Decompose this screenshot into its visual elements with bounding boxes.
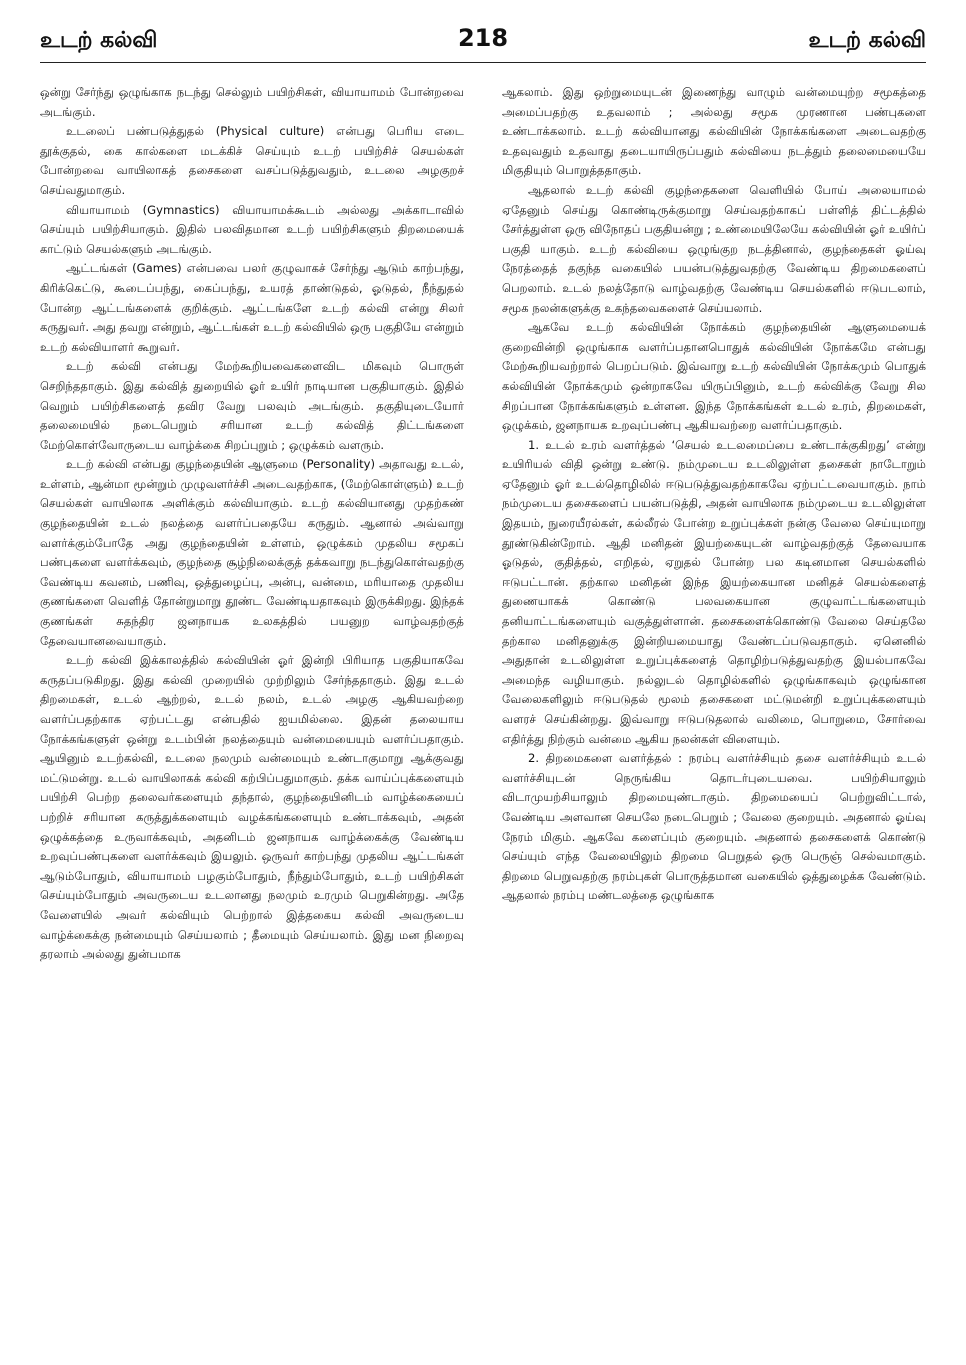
running-title-left: உடற் கல்வி [40,28,158,53]
right-column [502,83,926,965]
paragraph: வியாயாமம் (Gymnastics) வியாயாமக்கூடம் அல்லது அக்காடாவில் செய்யும் பயிற்சியாகும். இதில் பலவிதமான உடற் பயிற்சிகளும் திறமையைக் காட்டும் செயல்களும் அடங்கும். [40,202,464,256]
paragraph: ஆகவே உடற் கல்வியின் நோக்கம் குழந்தையின் ஆளுமையைக் குறைவின்றி ஒழுங்காக வளர்ப்பதானபொதுக் கல்வியின் நோக்கமே என்பது மேற்கூறியவற்றால் பெறப்படும். இவ்வாறு உடற் கல்வியின் நோக்கமும் பொதுக் கல்வியின் நோக்கமும் ஒன்றாகவே யிருப்பினும், உடற் கல்விக்கு வேறு சில சிறப்பான நோக்கங்களும் உள்ளன. இந்த நோக்கங்கள் உடல் உரம், திறமைகள், ஒழுக்கம், ஜனநாயக உறவுப்பண்பு ஆகியவற்றை வளர்ப்பதாகும். [502,320,926,433]
paragraph: உடற் கல்வி என்பது மேற்கூறியவைகளைவிட மிகவும் பொருள் செறிந்ததாகும். இது கல்வித் துறையில் ஓர் உயிர் நாடியான பகுதியாகும். இதில் வெறும் பயிற்சிகளைத் தவிர வேறு பலவும் அடங்கும். தகுதியுடையோர் தலைமையில் நடைபெறும் சரியான உடற் கல்வித் திட்டங்களை மேற்கொள்வோருடைய வாழ்க்கை சிறப்புறும் ; ஒழுக்கம் வளரும். [40,359,464,452]
paragraph: ஆதலால் உடற் கல்வி குழந்தைகளை வெளியில் போய் அலையாமல் ஏதேனும் செய்து கொண்டிருக்குமாறு செய்வதற்காகப் பள்ளித் திட்டத்தில் சேர்த்துள்ள ஒரு விநோதப் பகுதியன்று ; உண்மையிலேயே கல்வியின் ஓர் உயிர்ப் பகுதி யாகும். உடற் கல்வியை ஒழுங்குற நடத்தினால், குழந்தைகள் ஓய்வு நேரத்தைத் தகுந்த வகையில் பயன்படுத்துவதற்கு வேண்டிய திறமைகளைப் பெறலாம். உடல் நலத்தோடு வாழ்வதற்கு வேண்டிய செயல்களில் ஈடுபடலாம், சமூக நலன்களுக்கு உகந்தவைகளைச் செய்யலாம். [502,182,926,315]
page-header [40,22,926,63]
text-columns [40,83,926,965]
section-skills: 2. திறமைகளை வளர்த்தல் : நரம்பு வளர்ச்சியும் தசை வளர்ச்சியும் உடல் வளர்ச்சியுடன் நெருங்கிய தொடர்புடையவை. பயிற்சியாலும் விடாமுயற்சியாலும் திறமையுண்டாகும். திறமையைப் பெற்றுவிட்டால், வேண்டிய அளவான செயலே நடைபெறும் ; வேலை குறையும். அதனால் ஓய்வு நேரம் மிகும். ஆகவே களைப்பும் குறையும். அதனால் தசைகளைக் கொண்டு செய்யும் எந்த வேலையிலும் திறமை பெறுதல் ஒரு பெருஞ் செல்வமாகும். திறமை பெறுவதற்கு நரம்புகள் பொருத்தமான வகையில் ஒத்துழைக்க வேண்டும். ஆதலால் நரம்பு மண்டலத்தை ஒழுங்காக [502,751,926,903]
paragraph: ஆட்டங்கள் (Games) என்பவை பலர் குழுவாகச் சேர்ந்து ஆடும் காற்பந்து, கிரிக்கெட்டு, கூடைப்பந்து, கைப்பந்து, உயரத் தாண்டுதல், ஓடுதல், நீந்துதல் போன்ற ஆட்டங்களைக் குறிக்கும். ஆட்டங்களே உடற் கல்வி என்று சிலர் கருதுவர். அது தவறு என்றும், ஆட்டங்கள் உடற் கல்வியில் ஒரு பகுதியே என்றும் உடற் கல்வியாளர் கூறுவர். [40,261,464,354]
paragraph: ஆகலாம். இது ஒற்றுமையுடன் இணைந்து வாழும் வன்மையுற்ற சமூகத்தை அமைப்பதற்கு உதவலாம் ; அல்லது சமூக முரணான பண்புகளை உண்டாக்கலாம். உடற் கல்வியானது கல்வியின் நோக்கங்களை அடைவதற்கு உதவுவதும் உதவாது தடையாயிருப்பதும் கல்வியை நடத்தும் தலைமையையே மிகுதியும் பொறுத்ததாகும். [502,85,926,178]
page-number: 218 [457,24,509,52]
running-title-right: உடற் கல்வி [808,28,926,53]
paragraph: உடற் கல்வி என்பது குழந்தையின் ஆளுமை (Personality) அதாவது உடல், உள்ளம், ஆன்மா மூன்றும் முழுவளர்ச்சி அடைவதற்காக, (மேற்கொள்ளும்) உடற் செயல்கள் வாயிலாக அளிக்கும் கல்வியாகும். உடற் கல்வியானது முதற்கண் குழந்தையின் உடல் நலத்தை வளர்ப்பதையே கருதும். ஆனால் அவ்வாறு வளர்க்கும்போதே அது குழந்தையின் உள்ளம், ஒழுக்கம் முதலிய சமூகப் பண்புகளை வளர்க்கவும், குழந்தை சூழ்நிலைக்குத் தக்கவாறு நடந்துகொள்வதற்கு வேண்டிய கவனம், பணிவு, ஒத்துழைப்பு, அன்பு, வன்மை, மரியாதை முதலிய குணங்களை வெளித் தோன்றுமாறு தூண்ட வேண்டியதாகவும் இருக்கிறது. இந்தக் குணங்கள் சுதந்திர ஜனநாயக உலகத்தில் பயனுற வாழ்வதற்குத் தேவையானவையாகும். [40,457,464,648]
paragraph: உடலைப் பண்படுத்துதல் (Physical culture) என்பது பெரிய எடை தூக்குதல், கை கால்களை மடக்கிச் செய்யும் உடற் பயிற்சிச் செயல்கள் போன்றவை வாயிலாகத் தசைகளை வசப்படுத்துவதும், உடலை அழகுறச் செய்வதுமாகும். [40,124,464,197]
left-column [40,83,464,965]
paragraph: ஒன்று சேர்ந்து ஒழுங்காக நடந்து செல்லும் பயிற்சிகள், வியாயாமம் போன்றவை அடங்கும். [40,85,464,119]
section-physical-strength: 1. உடல் உரம் வளர்த்தல் ‘செயல் உடலமைப்பை உண்டாக்குகிறது’ என்று உயிரியல் விதி ஒன்று உண்டு. நம்முடைய உடலிலுள்ள தசைகள் நாடோறும் ஏதேனும் ஓர் உடல்தொழிலில் ஈடுபடுத்துவதற்காகவே ஏற்பட்டவையாகும். நாம் நம்முடைய தசைகளைப் பயன்படுத்தி, அதன் வாயிலாக நம்முடைய உடலிலுள்ள இதயம், நுரையீரல்கள், கல்லீரல் போன்ற உறுப்புக்கள் நன்கு வேலை செய்யுமாறு தூண்டுகின்றோம். ஆதி மனிதன் இயற்கையுடன் வாழ்வதற்குத் தேவையாக ஓடுதல், குதித்தல், எறிதல், ஏறுதல் போன்ற பல கடினமான செயல்களில் ஈடுபட்டான். தற்கால மனிதன் இந்த இயற்கையான மனிதச் செயல்களைத் துணையாகக் கொண்டு பலவகையான குழுவாட்டங்களையும் தனியாட்டங்களையும் வகுத்துள்ளான். தசைகளைக்கொண்டு வேலை செய்தலே தற்கால மனிதனுக்கு இன்றியமையாது வேண்டப்படுவதாகும். ஏனெனில் அதுதான் உடலிலுள்ள உறுப்புக்களைத் தொழிற்படுத்துவதற்கு இயல்பாகவே அமைந்த வழியாகும். நல்லுடல் தொழில்களில் ஒழுங்காகவும் ஒழுங்கான வேலைகளிலும் ஈடுபடுதல் மூலம் தசைகளை மட்டுமன்றி உறுப்புக்களையும் வளரச் செய்கின்றது. இவ்வாறு ஈடுபடுதலால் வலிமை, பொறுமை, சோர்வை எதிர்த்து நிற்கும் வன்மை ஆகிய நலன்கள் விளையும். [502,437,926,746]
paragraph: உடற் கல்வி இக்காலத்தில் கல்வியின் ஓர் இன்றி பிரியாத பகுதியாகவே கருதப்படுகிறது. இது கல்வி முறையில் முற்றிலும் சேர்ந்ததாகும். இது உடல் திறமைகள், உடல் ஆற்றல், உடல் நலம், உடல் அழகு ஆகியவற்றை வளர்ப்பதற்காக ஏற்பட்டது என்பதில் ஐயமில்லை. இதன் தலையாய நோக்கங்களுள் ஒன்று உடம்பின் நலத்தையும் வன்மையையும் வளர்ப்பதாகும். ஆயினும் உடற்கல்வி, உடலை நலமும் வன்மையும் உண்டாகுமாறு ஆக்குவது மட்டுமன்று. உடல் வாயிலாகக் கல்வி கற்பிப்பதுமாகும். தக்க வாய்ப்புக்களையும் பயிற்சி பெற்ற தலைவர்களையும் தந்தால், குழந்தையினிடம் வாழ்க்கையைப் பற்றிச் சரியான கருத்துக்களையும் வழக்கங்களையும் உண்டாக்கவும், அதன் ஒழுக்கத்தை உருவாக்கவும், அதனிடம் ஜனநாயக வாழ்க்கைக்கு வேண்டிய உறவுப்பண்புகளை வளர்க்கவும் இயலும். ஒருவர் காற்பந்து முதலிய ஆட்டங்கள் ஆடும்போதும், வியாயாமம் பழகும்போதும், நீந்தும்போதும், உடற் பயிற்சிகள் செய்யும்போதும் அவருடைய உடலானது நலமும் உரமும் பெறுகின்றது. அதே வேளையில் அவர் கல்வியும் பெற்றால் இத்தகைய கல்வி அவருடைய வாழ்க்கைக்கு நன்மையும் செய்யலாம் ; தீமையும் செய்யலாம். இது மன நிறைவு தரலாம் அல்லது துன்பமாக [40,653,464,962]
